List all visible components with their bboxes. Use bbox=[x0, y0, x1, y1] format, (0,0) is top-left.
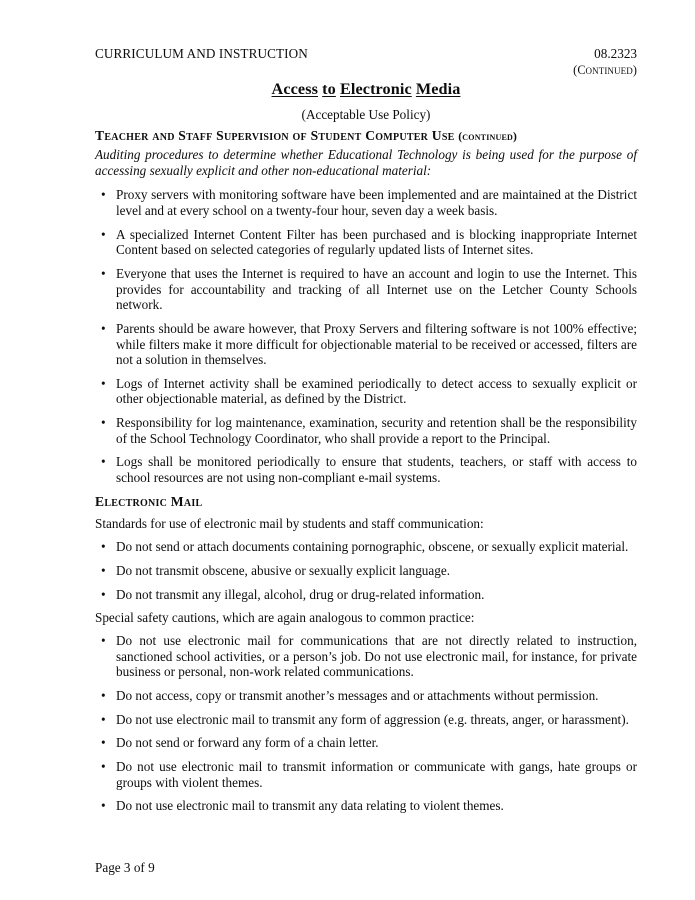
page-title-word-4: Media bbox=[415, 80, 461, 98]
section-2-bullet-list bbox=[95, 535, 637, 606]
list-item: • Do not use electronic mail to transmit any form of aggression (e.g. threats, anger, or harassment). bbox=[95, 708, 637, 732]
page-title-word-1: Access bbox=[271, 80, 318, 98]
title-block bbox=[95, 80, 637, 123]
page-number-footer: Page 3 of 9 bbox=[95, 860, 155, 875]
header-right-block bbox=[573, 46, 637, 79]
list-item: • Logs of Internet activity shall be examined periodically to detect access to sexually explicit or other objectionable material, as defined by the District. bbox=[95, 372, 637, 411]
continued-label: (Continued) bbox=[573, 62, 637, 77]
list-item: • Everyone that uses the Internet is required to have an account and login to use the Internet. This provides for accountability and tracking of all Internet use on the Letcher County Schools network. bbox=[95, 262, 637, 317]
section-1-lead-paragraph: Auditing procedures to determine whether Educational Technology is being used for the purpose of accessing sexually explicit and other non-educational material: bbox=[95, 147, 637, 178]
list-item: • Do not use electronic mail to transmit information or communicate with gangs, hate groups or groups with violent themes. bbox=[95, 755, 637, 794]
list-item: • Do not send or attach documents containing pornographic, obscene, or sexually explicit material. bbox=[95, 535, 637, 559]
list-item: • Proxy servers with monitoring software have been implemented and are maintained at the District level and at every school on a twenty-four hour, seven day a week basis. bbox=[95, 183, 637, 222]
list-item: • Do not send or forward any form of a chain letter. bbox=[95, 731, 637, 755]
section-2-intro-paragraph: Standards for use of electronic mail by students and staff communication: bbox=[95, 516, 484, 532]
section-heading-teacher-staff-supervision bbox=[95, 128, 637, 144]
section-heading-electronic-mail: Electronic Mail bbox=[95, 493, 203, 509]
list-item: • Do not access, copy or transmit another’s messages and or attachments without permission. bbox=[95, 684, 637, 708]
list-item: • Responsibility for log maintenance, examination, security and retention shall be the responsibility of the School Technology Coordinator, who shall provide a report to the Principal. bbox=[95, 411, 637, 450]
document-body bbox=[95, 128, 637, 818]
list-item: • A specialized Internet Content Filter has been purchased and is blocking inappropriate Internet Content based on selected categories of regularly updated lists of Internet sites. bbox=[95, 223, 637, 262]
page-subtitle: (Acceptable Use Policy) bbox=[301, 107, 431, 122]
section-heading-continued: (continued) bbox=[458, 130, 518, 143]
list-item: • Do not transmit any illegal, alcohol, drug or drug-related information. bbox=[95, 583, 637, 607]
list-item: • Logs shall be monitored periodically to ensure that students, teachers, or staff with access to school resources are not using non-compliant e-mail systems. bbox=[95, 450, 637, 489]
header-row bbox=[95, 46, 637, 79]
page-title bbox=[95, 80, 637, 99]
section-heading-text: Teacher and Staff Supervision of Student Computer Use bbox=[95, 128, 455, 143]
list-item: • Do not transmit obscene, abusive or sexually explicit language. bbox=[95, 559, 637, 583]
list-item: • Do not use electronic mail to transmit any data relating to violent themes. bbox=[95, 794, 637, 818]
running-header bbox=[95, 46, 637, 79]
policy-code: 08.2323 bbox=[594, 46, 637, 61]
list-item: • Parents should be aware however, that Proxy Servers and filtering software is not 100% effective; while filters make it more difficult for objectionable material to be received or accessed, filters are not a solution in themselves. bbox=[95, 317, 637, 372]
page-title-word-2: to bbox=[322, 80, 336, 98]
header-category-title: CURRICULUM AND INSTRUCTION bbox=[95, 46, 308, 61]
page-title-word-3: Electronic bbox=[340, 80, 412, 98]
list-item: • Do not use electronic mail for communications that are not directly related to instruction, sanctioned school activities, or a person’s job. Do not use electronic mail, for instance, for private business or personal, non-work related communications. bbox=[95, 629, 637, 684]
section-1-bullet-list bbox=[95, 183, 637, 489]
section-2-intro-paragraph-2: Special safety cautions, which are again analogous to common practice: bbox=[95, 609, 475, 625]
section-2-safety-bullet-list bbox=[95, 629, 637, 818]
